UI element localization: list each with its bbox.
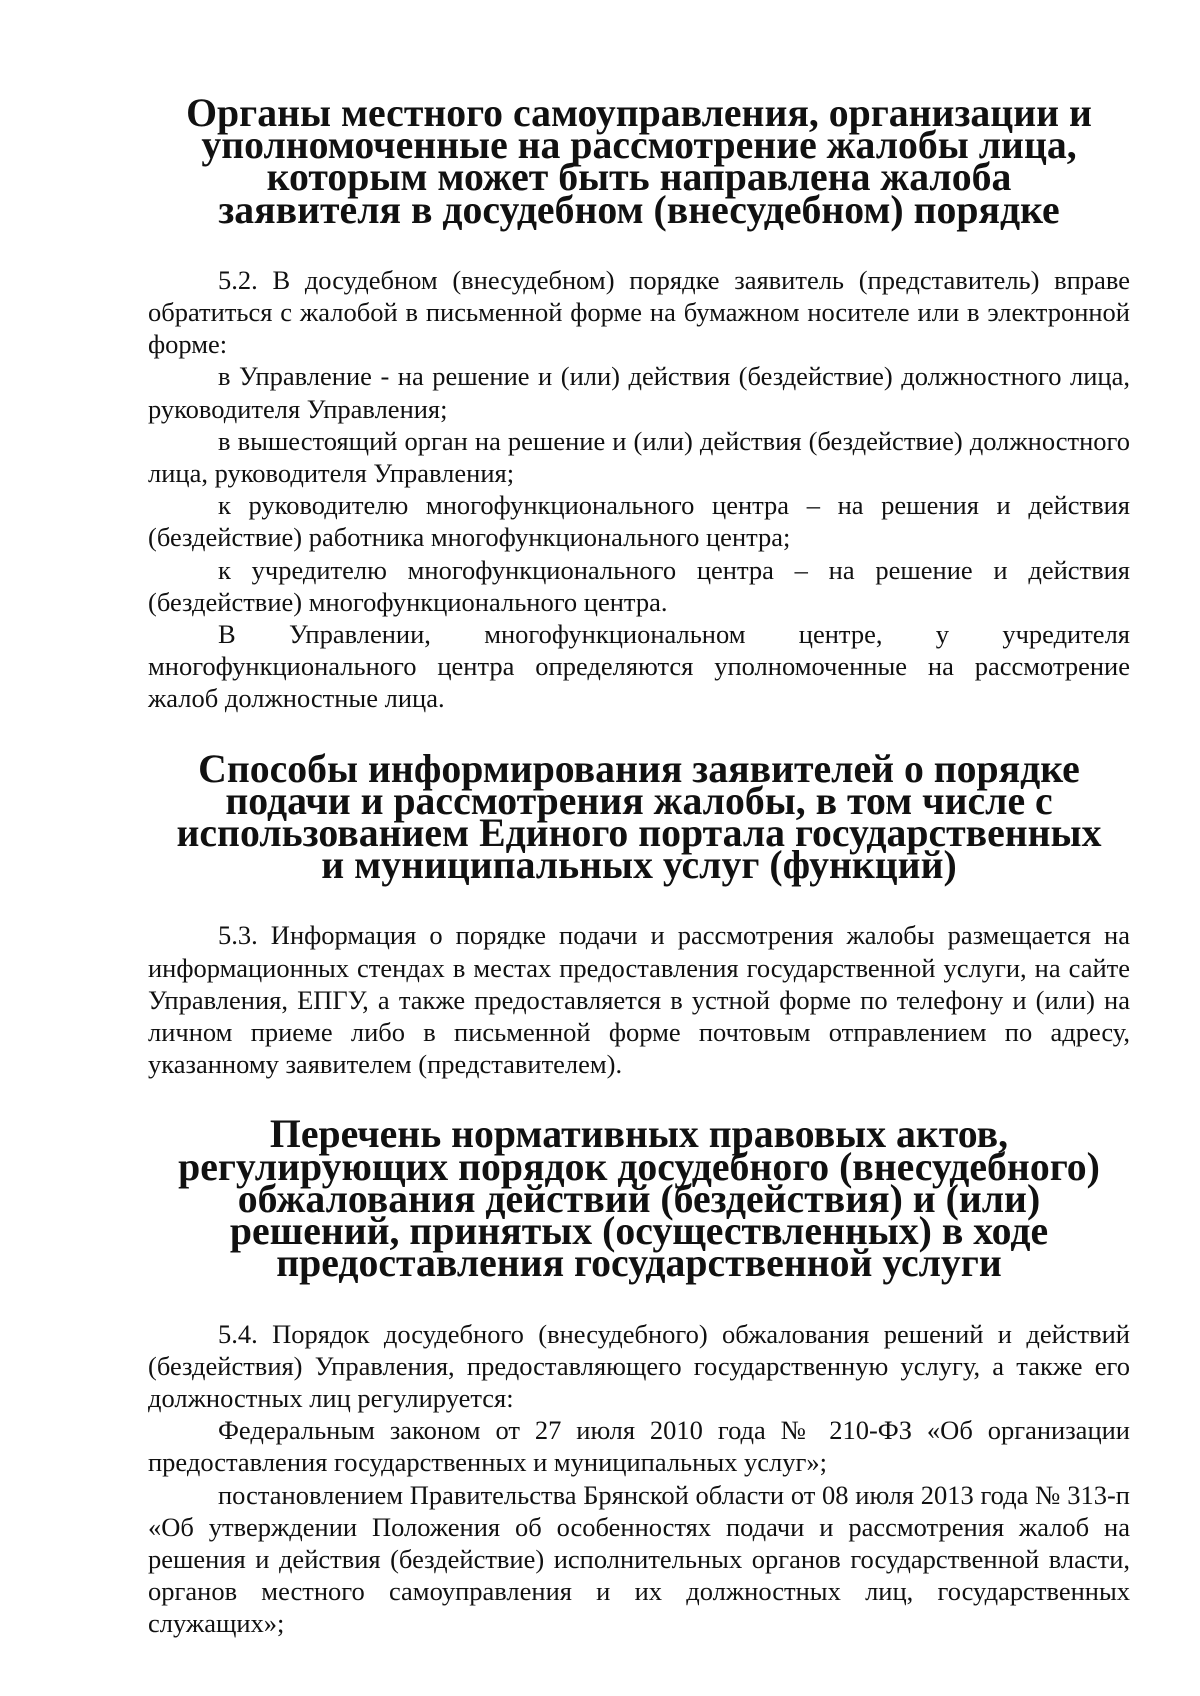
list-item-federal-law: Федеральным законом от 27 июля 2010 года № 210-ФЗ «Об организации предоставления государственных и муниципальных услуг»; [148, 1415, 1130, 1478]
section-heading: Органы местного самоуправления, организации и уполномоченные на рассмотрение жалобы лица, которым может быть направлена жалоба заявителя в досудебном (внесудебном) порядке [186, 91, 1092, 232]
list-item: в вышестоящий орган на решение и (или) действия (бездействие) должностного лица, руководителя Управления; [148, 425, 1130, 489]
document-page [148, 91, 1130, 1640]
paragraph-5-2: 5.2. В досудебном (внесудебном) порядке заявитель (представитель) вправе обратиться с жалобой в письменной форме на бумажном носителе или в электронной форме: [148, 264, 1130, 360]
section-heading: Способы информирования заявителей о порядке подачи и рассмотрения жалобы, в том числе с использованием Единого портала государственных и муниципальных услуг (функций) [176, 746, 1102, 888]
section-complaint-recipients [148, 91, 1130, 715]
paragraph-5-3: 5.3. Информация о порядке подачи и рассмотрения жалобы размещается на информационных стендах в местах предоставления государственной услуги, на сайте Управления, ЕПГУ, а также предоставляется в устной форме по телефону и (или) на личном приеме либо в письменной форме почтовым отправлением по адресу, указанному заявителем (представителем). [148, 920, 1130, 1080]
paragraph-authorized-officials: В Управлении, многофункциональном центре, у учредителя многофункционального центра определяются уполномоченные на рассмотрение жалоб должностные лица. [148, 619, 1130, 714]
paragraph-5-4: 5.4. Порядок досудебного (внесудебного) обжалования решений и действий (бездействия) Управления, предоставляющего государственную услугу, а также его должностных лиц регулируется: [148, 1318, 1130, 1413]
section-regulatory-acts [148, 1112, 1130, 1639]
list-item-regional-resolution: постановлением Правительства Брянской области от 08 июля 2013 года № 313-п «Об утверждении Положения об особенностях подачи и рассмотрения жалоб на решения и действия (бездействие) исполнительных органов государственной власти, органов местного самоуправления и их должностных лиц, государственных служащих»; [148, 1479, 1130, 1639]
list-item: в Управление - на решение и (или) действия (бездействие) должностного лица, руководителя Управления; [148, 361, 1130, 424]
list-item: к учредителю многофункционального центра – на решение и действия (бездействие) многофункционального центра. [148, 554, 1130, 617]
list-item: к руководителю многофункционального центра – на решения и действия (бездействие) работника многофункционального центра; [148, 490, 1130, 553]
section-heading: Перечень нормативных правовых актов, регулирующих порядок досудебного (внесудебного) обжалования действий (бездействия) и (или) решений, принятых (осуществленных) в ходе предоставления государственной услуги [178, 1112, 1100, 1286]
section-informing-methods [148, 746, 1130, 1081]
